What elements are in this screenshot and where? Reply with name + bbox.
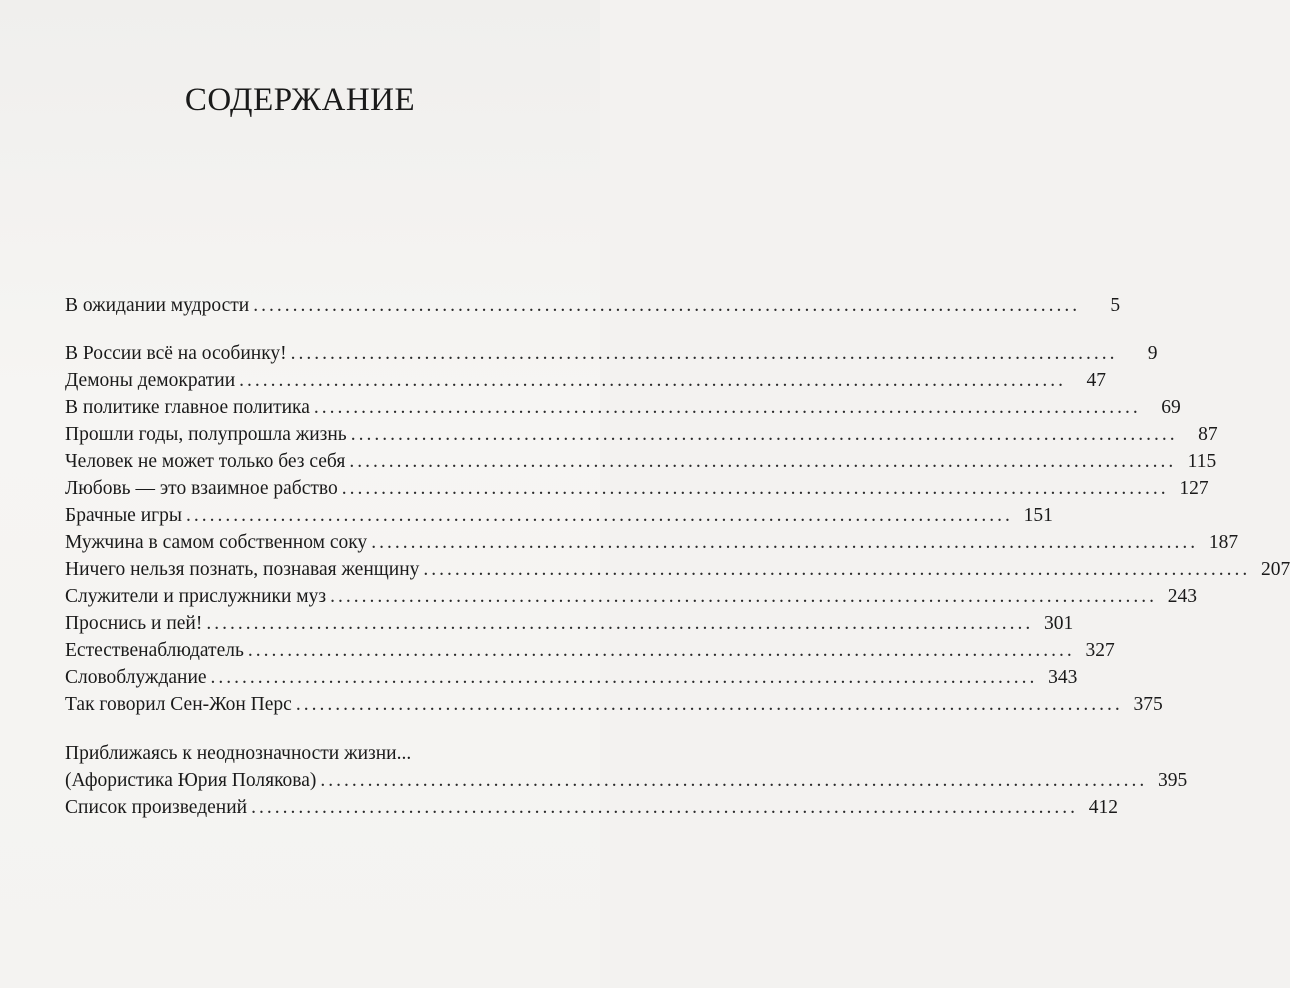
toc-entry-title: Приближаясь к неоднозначности жизни... [65,743,412,764]
toc-entry [65,583,1197,610]
dot-leader: ......................................................................................................... [185,505,1013,526]
toc-entry [65,767,1188,794]
toc-entry [65,529,1239,556]
dot-leader: ......................................................................................................... [349,451,1177,472]
toc-entry-page: 151 [1023,505,1053,526]
toc-entry-page: 47 [1086,370,1107,391]
toc-entry [65,740,533,767]
dot-leader: ......................................................................................................... [247,640,1075,661]
toc-entry-page: 327 [1085,640,1115,661]
section-gap [65,319,533,340]
toc-entry-title: Так говорил Сен-Жон Перс [65,694,292,715]
page-title: СОДЕРЖАНИЕ [184,82,416,118]
toc-entry [65,421,1218,448]
toc-entry-page: 207 [1261,559,1290,580]
toc-entry [65,367,1107,394]
dot-leader: ......................................................................................................... [330,586,1157,607]
dot-leader: ......................................................................................................... [350,424,1178,445]
dot-leader: ......................................................................................................... [253,295,1081,316]
toc-entry-page: 375 [1133,694,1163,715]
dot-leader: ......................................................................................................... [239,370,1067,391]
toc-entry-title: Список произведений [65,797,248,818]
table-of-contents [65,292,1290,821]
toc-entry-page: 243 [1167,586,1197,607]
toc-entry-page: 87 [1198,424,1218,445]
dot-leader: ......................................................................................................... [371,532,1199,553]
toc-entry [65,340,1158,367]
dot-leader: ......................................................................................................... [341,478,1169,499]
toc-entry-title: Служители и прислужники муз [65,586,327,607]
dot-leader: ......................................................................................................... [251,797,1078,818]
toc-entry-title: Прошли годы, полупрошла жизнь [65,424,347,445]
toc-entry-page: 395 [1158,770,1188,791]
toc-entry-page: 412 [1088,797,1118,818]
toc-entry [65,448,1217,475]
toc-entry-title: Словоблуждание [65,667,207,688]
dot-leader: ......................................................................................................... [206,613,1034,634]
toc-entry-title: Любовь — это взаимное рабство [65,478,338,499]
toc-entry [65,664,1078,691]
toc-entry-page: 9 [1147,343,1158,364]
toc-entry [65,794,1118,821]
toc-entry-title: Ничего нельзя познать, познавая женщину [65,559,420,580]
toc-entry-title: Демоны демократии [65,370,236,391]
section-gap [65,718,533,740]
toc-entry-page: 187 [1208,532,1239,553]
toc-entry-title: (Афористика Юрия Полякова) [65,770,317,791]
toc-entry-title: Человек не может только без себя [65,451,346,472]
toc-entry-page: 343 [1048,667,1078,688]
toc-entry-title: В России всё на особинку! [65,343,287,364]
toc-entry [65,394,1181,421]
dot-leader: ......................................................................................................... [295,694,1123,715]
toc-entry-title: Проснись и пей! [65,613,203,634]
toc-entry-title: В ожидании мудрости [65,295,250,316]
toc-entry [65,475,1209,502]
dot-leader: ......................................................................................................... [423,559,1251,580]
toc-entry-page: 301 [1043,613,1074,634]
toc-entry [65,637,1115,664]
dot-leader: ......................................................................................................... [320,770,1148,791]
toc-entry-title: Мужчина в самом собственном соку [65,532,368,553]
toc-entry [65,502,1053,529]
toc-entry-title: Естественаблюдатель [65,640,244,661]
dot-leader: ......................................................................................................... [210,667,1038,688]
toc-entry-page: 5 [1110,295,1121,316]
toc-entry [65,292,1121,319]
toc-entry [65,691,1163,718]
toc-entry-page: 69 [1161,397,1181,418]
toc-entry-title: Брачные игры [65,505,182,526]
toc-entry [65,610,1074,637]
toc-entry [65,556,1290,583]
toc-entry-title: В политике главное политика [65,397,310,418]
dot-leader: ......................................................................................................... [313,397,1141,418]
toc-entry-page: 127 [1179,478,1209,499]
toc-entry-page: 115 [1187,451,1217,472]
dot-leader: ......................................................................................................... [290,343,1118,364]
